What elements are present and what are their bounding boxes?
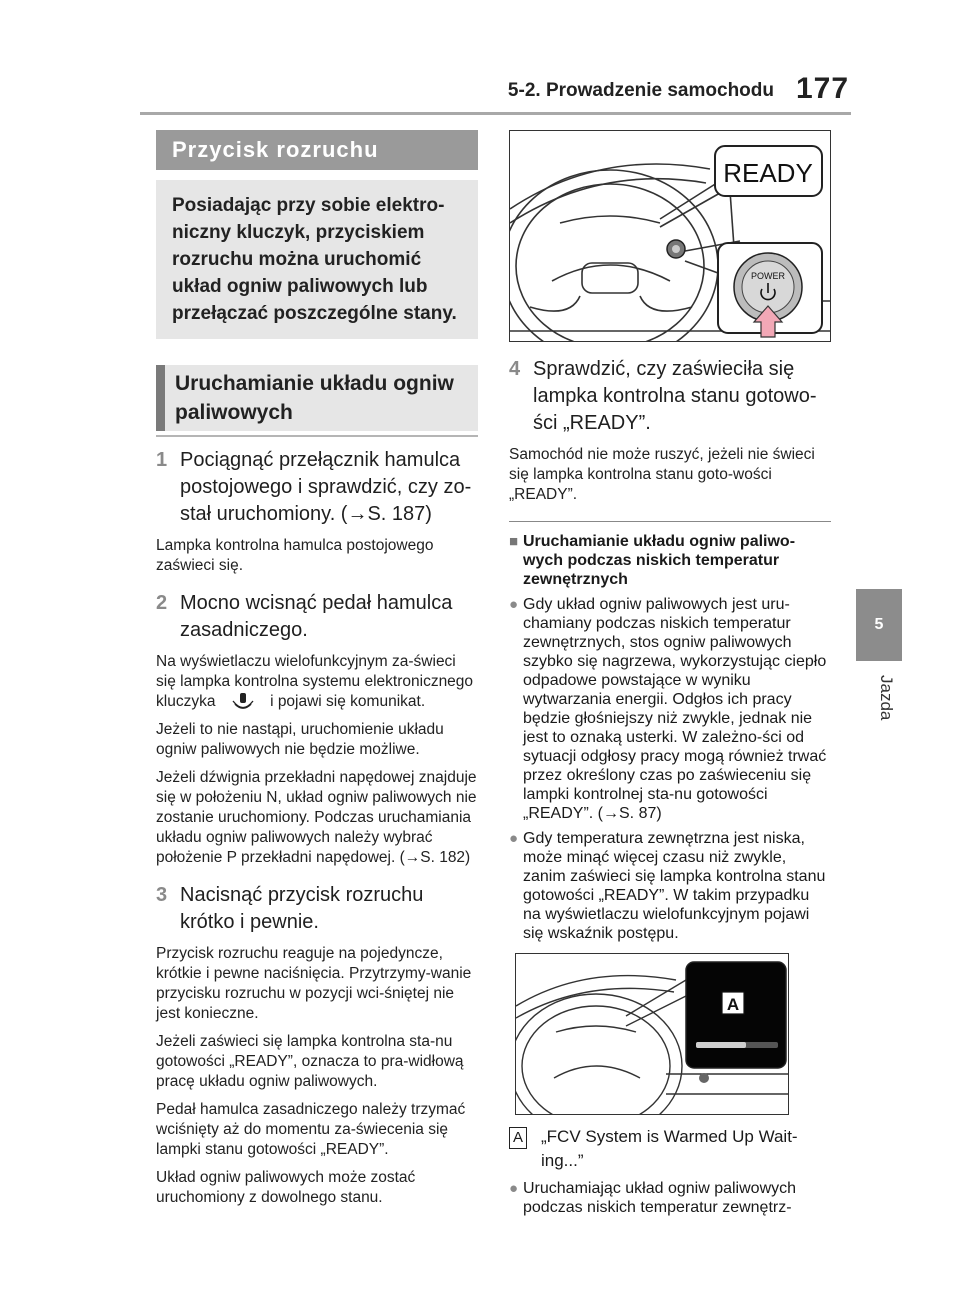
step-2 <box>156 590 478 644</box>
step-number: 4 <box>509 358 521 380</box>
square-bullet-icon: ■ <box>509 533 519 550</box>
step-note: Jeżeli zaświeci się lampka kontrolna sta-nu gotowości „READY”, oznacza to pra-widłową pracę układu ogniw paliwowych. <box>156 1033 464 1091</box>
page-number: 177 <box>796 72 850 105</box>
step-4 <box>509 356 831 437</box>
progress-fill <box>696 1042 746 1048</box>
caption-label: A <box>509 1127 527 1149</box>
dashboard-illustration <box>509 130 831 342</box>
bullet-item <box>509 1179 831 1217</box>
display-illustration <box>515 953 789 1115</box>
figure-caption <box>509 1125 831 1173</box>
chapter-name: Jazda <box>877 675 896 721</box>
right-column <box>509 130 831 1217</box>
step-number: 3 <box>156 884 168 907</box>
step-number: 2 <box>156 592 168 614</box>
section-banner: Przycisk rozruchu <box>156 130 478 170</box>
step-text: Pociągnąć przełącznik hamulca postojowego i sprawdzić, czy zo-stał uruchomiony. (→S. 187) <box>180 449 472 525</box>
step-text: Nacisnąć przycisk rozruchu krótko i pewnie. <box>180 884 424 934</box>
bullet-text: Gdy układ ogniw paliwowych jest uru-chamiany podczas niskich temperatur zewnętrznych, stos ogniw paliwowych szybko się nagrzewa, wykorzystując ciepło odpadowe powstające w wyniku wytwarzania energii. Odgłos ich pracy będzie głośniejszy niż zwykle, jednak nie jest to oznaką usterki. W zależno-ści od sytuacji odgłosy pracy mogą również trwać przez określony czas po zaświeceniu się lampki kontrolnej sta-nu gotowości „READY”. (→S. 87) <box>523 596 827 822</box>
step-note: Lampka kontrolna hamulca postojowego zaświeci się. <box>156 537 434 574</box>
note-heading-text: Uruchamianie układu ogniw paliwo-wych podczas niskich temperatur zewnętrznych <box>523 533 796 588</box>
subsection-rule <box>156 435 478 437</box>
callout-label: A <box>726 995 740 1014</box>
step-3 <box>156 882 478 936</box>
step-text: Sprawdzić, czy zaświeciła się lampka kontrolna stanu gotowo-ści „READY”. <box>533 358 817 434</box>
page-header-title: 5-2. Prowadzenie samochodu <box>507 80 774 101</box>
electronic-key-icon <box>220 692 266 712</box>
power-button-label: POWER <box>750 271 786 281</box>
step-text: Mocno wcisnąć pedał hamulca zasadniczego. <box>180 592 453 641</box>
dashboard-drawing <box>510 131 830 341</box>
step-note: Jeżeli to nie nastąpi, uruchomienie układu ogniw paliwowych nie będzie możliwe. <box>156 721 444 759</box>
chapter-tab: 5 <box>856 589 902 661</box>
bullet-dot-icon: ● <box>509 596 519 613</box>
intro-box: Posiadając przy sobie elektro-niczny kluczyk, przyciskiem rozruchu można uruchomić układ ogniw paliwowych lub przełączać poszczególne stany. <box>156 180 478 339</box>
bullet-dot-icon: ● <box>509 1180 519 1197</box>
step-1 <box>156 447 478 528</box>
note-text: Na wyświetlaczu wielofunkcyjnym za-świeci się lampka kontrolna systemu elektronicznego kluczyka <box>156 653 474 711</box>
display-drawing <box>516 954 788 1114</box>
step-note: Przycisk rozruchu reaguje na pojedyncze, krótkie i pewne naciśnięcia. Przytrzymy-wanie przycisku rozruchu w pozycji wci-śniętej nie jest konieczne. <box>156 945 472 1023</box>
subsection-title: Uruchamianie układu ogniw paliwowych <box>156 365 478 431</box>
step-note-with-icon <box>156 652 478 712</box>
caption-text: „FCV System is Warmed Up Wait-ing...” <box>541 1127 798 1170</box>
note-heading <box>509 532 831 589</box>
step-note: Jeżeli dźwignia przekładni napędowej znajduje się w położeniu N, układ ogniw paliwowych nie zostanie uruchomiony. Podczas uruchamiania układu ogniw paliwowych należy wybrać położenie P przekładni napędowej. (→S. 182) <box>156 769 477 867</box>
bullet-dot-icon: ● <box>509 830 519 847</box>
section-divider <box>509 521 831 522</box>
note-text: i pojawi się komunikat. <box>270 693 426 711</box>
step-number: 1 <box>156 449 168 471</box>
step-note: Samochód nie może ruszyć, jeżeli nie świeci się lampka kontrolna stanu goto-wości „READY”. <box>509 446 815 503</box>
step-note: Pedał hamulca zasadniczego należy trzymać wciśnięty aż do momentu za-świecenia się lampki stanu gotowości „READY”. <box>156 1101 466 1159</box>
step-note: Układ ogniw paliwowych może zostać uruchomiony z dowolnego stanu. <box>156 1169 416 1207</box>
ready-indicator-label: READY <box>723 158 813 188</box>
bullet-item <box>509 829 831 943</box>
left-column <box>156 130 478 1208</box>
bullet-text: Uruchamiając układ ogniw paliwowych podczas niskich temperatur zewnętrz- <box>523 1180 797 1216</box>
bullet-text: Gdy temperatura zewnętrzna jest niska, może minąć więcej czasu niż zwykle, zanim zaświeci się lampka kontrolna stanu gotowości „READY”. W takim przypadku na wyświetlaczu wielofunkcyjnym pojawi się wskaźnik postępu. <box>523 830 826 942</box>
bullet-item <box>509 595 831 823</box>
header-rule <box>140 112 851 115</box>
